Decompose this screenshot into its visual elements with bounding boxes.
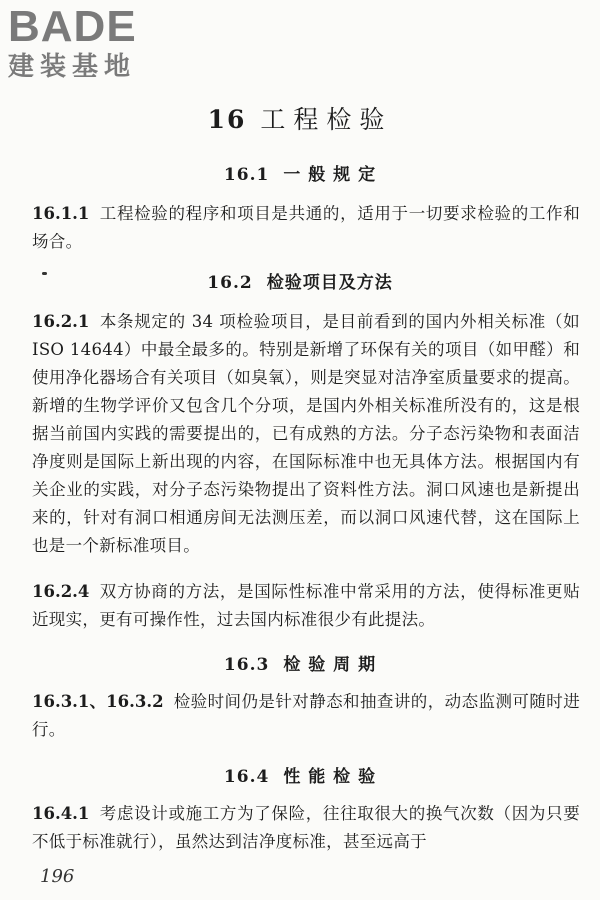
- clause-text: 本条规定的 34 项检验项目，是目前看到的国内外相关标准（如ISO 14644）中最全最多的。特别是新增了环保有关的项目（如甲醛）和使用净化器场合有关项目（如臭氧），则是突显对洁净室质量要求的提高。新增的生物学评价又包含几个分项，是国内外相关标准所没有的，这是根据当前国内实践的需要提出的，已有成熟的方法。分子态污染物和表面洁净度则是国际上新出现的内容，在国际标准中也无具体方法。根据国内有关企业的实践，对分子态污染物提出了资料性方法。洞口风速也是新提出来的，针对有洞口相通房间无法测压差，而以洞口风速代替，这在国际上也是一个新标准项目。: [32, 312, 580, 555]
- logo-subtitle: 建装基地: [8, 52, 137, 82]
- clause-number: 16.3.1、16.3.2: [32, 692, 164, 711]
- section-heading-16-2: [0, 268, 600, 293]
- clause-16-3-1: [32, 688, 580, 744]
- section-number: 16.1: [223, 165, 270, 185]
- section-number: 16.2: [207, 273, 253, 293]
- chapter-title: [0, 100, 600, 136]
- clause-number: 16.2.4: [32, 582, 90, 601]
- section-title: 性 能 检 验: [283, 767, 377, 787]
- clause-number: 16.4.1: [32, 804, 90, 823]
- section-heading-16-3: [0, 650, 600, 675]
- clause-16-2-4: [32, 578, 580, 634]
- section-title: 检 验 周 期: [283, 655, 377, 675]
- page-number: 196: [40, 866, 75, 887]
- clause-text: 考虑设计或施工方为了保险，往往取很大的换气次数（因为只要不低于标准就行），虽然达到洁净度标准，甚至远高于: [32, 804, 580, 851]
- clause-number: 16.1.1: [32, 204, 90, 223]
- clause-16-2-1: [32, 308, 580, 560]
- section-heading-16-1: [0, 160, 600, 185]
- section-number: 16.4: [223, 767, 270, 787]
- clause-text: 双方协商的方法，是国际性标准中常采用的方法，使得标准更贴近现实，更有可操作性，过去国内标准很少有此提法。: [32, 582, 580, 629]
- logo-mark: BADE: [8, 2, 137, 51]
- section-number: 16.3: [223, 655, 270, 675]
- section-heading-16-4: [0, 762, 600, 787]
- clause-text: 检验时间仍是针对静态和抽查讲的，动态监测可随时进行。: [32, 692, 580, 739]
- section-title: 检验项目及方法: [266, 273, 393, 293]
- chapter-name: 工程检验: [260, 105, 393, 134]
- chapter-number: 16: [207, 105, 247, 134]
- clause-16-1-1: [32, 200, 580, 256]
- section-title: 一 般 规 定: [283, 165, 377, 185]
- clause-number: 16.2.1: [32, 312, 90, 331]
- clause-16-4-1: [32, 800, 580, 856]
- bade-logo: [8, 4, 183, 82]
- clause-text: 工程检验的程序和项目是共通的，适用于一切要求检验的工作和场合。: [32, 204, 580, 251]
